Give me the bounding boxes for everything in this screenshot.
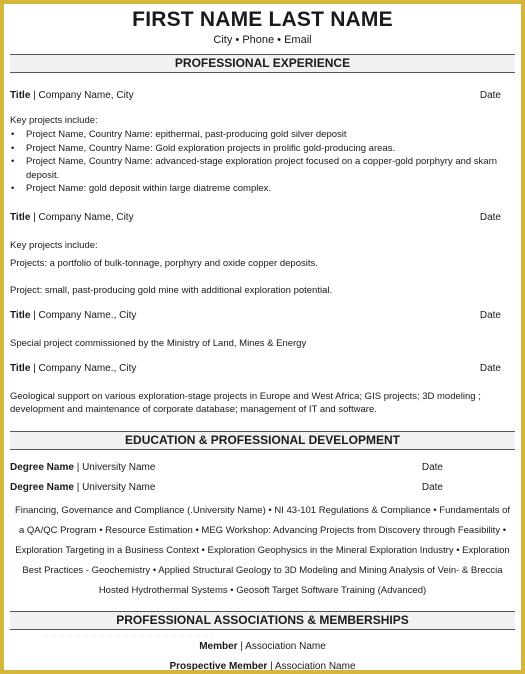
job-title: Title — [10, 363, 31, 374]
training-line: Best Practices - Geochemistry • Applied Structural Geology to 3D Modeling and Mining Analysis of Vein- & Breccia — [22, 565, 503, 576]
job-company: | Company Name, City — [30, 90, 134, 101]
job-date: Date — [479, 310, 501, 321]
job-3-heading — [10, 310, 513, 321]
list-item: • Project Name, Country Name: Gold exploration projects in prolific gold-producing areas. — [11, 142, 396, 154]
membership-role: Prospective Member — [169, 661, 268, 672]
job-4-heading — [10, 363, 513, 374]
list-item: • Project Name, Country Name: advanced-stage exploration project focused on a copper-gold porphyry and skarn deposit. — [11, 156, 498, 181]
job-title: Title — [10, 90, 31, 101]
job-1-heading — [10, 90, 513, 101]
training-line: Hosted Hydrothermal Systems • Geosoft Target Software Training (Advanced) — [98, 585, 427, 596]
job-4-description: Geological support on various exploration-stage projects in Europe and West Africa; GIS projects; 3D modeling ; development and maintenance of corporate database; management of IT and software. — [10, 391, 481, 415]
job-title: Title — [10, 212, 31, 223]
education-date: Date — [421, 482, 443, 493]
bullet-icon: • — [11, 156, 15, 167]
training-line: Financing, Governance and Compliance (.University Name) • NI 43-101 Regulations & Compliance • Fundamentals of — [14, 505, 511, 516]
association-name: | Association Name — [237, 641, 326, 652]
watermark-decoration: ··········································· — [42, 631, 214, 641]
degree-name: Degree Name — [10, 482, 74, 493]
university-name: | University Name — [73, 462, 156, 473]
job-2-line-1: Projects: a portfolio of bulk-tonnage, porphyry and oxide copper deposits. — [10, 258, 318, 269]
job-2-intro: Key projects include: — [10, 240, 98, 251]
list-item: • Project Name, Country Name: epithermal, past-producing gold silver deposit — [11, 129, 347, 140]
membership-role: Member — [199, 641, 238, 652]
job-company: | Company Name, City — [30, 212, 134, 223]
degree-name: Degree Name — [10, 462, 74, 473]
association-name: | Association Name — [267, 661, 356, 672]
job-1-projects — [10, 128, 513, 196]
bullet-icon: • — [11, 129, 15, 140]
section-header-education: EDUCATION & PROFESSIONAL DEVELOPMENT — [10, 431, 515, 450]
association-row-1 — [4, 641, 521, 652]
job-company: | Company Name., City — [30, 363, 137, 374]
job-2-heading — [10, 212, 513, 223]
job-company: | Company Name., City — [30, 310, 137, 321]
section-header-associations: PROFESSIONAL ASSOCIATIONS & MEMBERSHIPS — [10, 611, 515, 630]
job-date: Date — [479, 212, 501, 223]
job-2-line-2: Project: small, past-producing gold mine with additional exploration potential. — [10, 285, 333, 296]
university-name: | University Name — [73, 482, 156, 493]
association-row-2 — [4, 661, 521, 672]
education-row-2 — [10, 482, 513, 493]
job-date: Date — [479, 90, 501, 101]
bullet-icon: • — [11, 142, 15, 154]
candidate-name: FIRST NAME LAST NAME — [132, 8, 393, 31]
bullet-icon: • — [11, 183, 15, 194]
job-date: Date — [479, 363, 501, 374]
list-item: • Project Name: gold deposit within large diatreme complex. — [11, 183, 272, 194]
training-line: Exploration Targeting in a Business Context • Exploration Geophysics in the Mineral Exploration Industry • Exploration — [15, 545, 510, 556]
job-1-intro: Key projects include: — [10, 115, 98, 126]
job-title: Title — [10, 310, 31, 321]
training-line: a QA/QC Program • Resource Estimation • MEG Workshop: Advancing Projects from Discovery through Feasibility • — [18, 525, 507, 536]
education-date: Date — [421, 462, 443, 473]
job-3-description: Special project commissioned by the Ministry of Land, Mines & Energy — [10, 338, 307, 349]
contact-line: City • Phone • Email — [213, 34, 312, 46]
training-list — [10, 501, 515, 601]
education-row-1 — [10, 462, 513, 473]
section-header-experience: PROFESSIONAL EXPERIENCE — [10, 54, 515, 73]
